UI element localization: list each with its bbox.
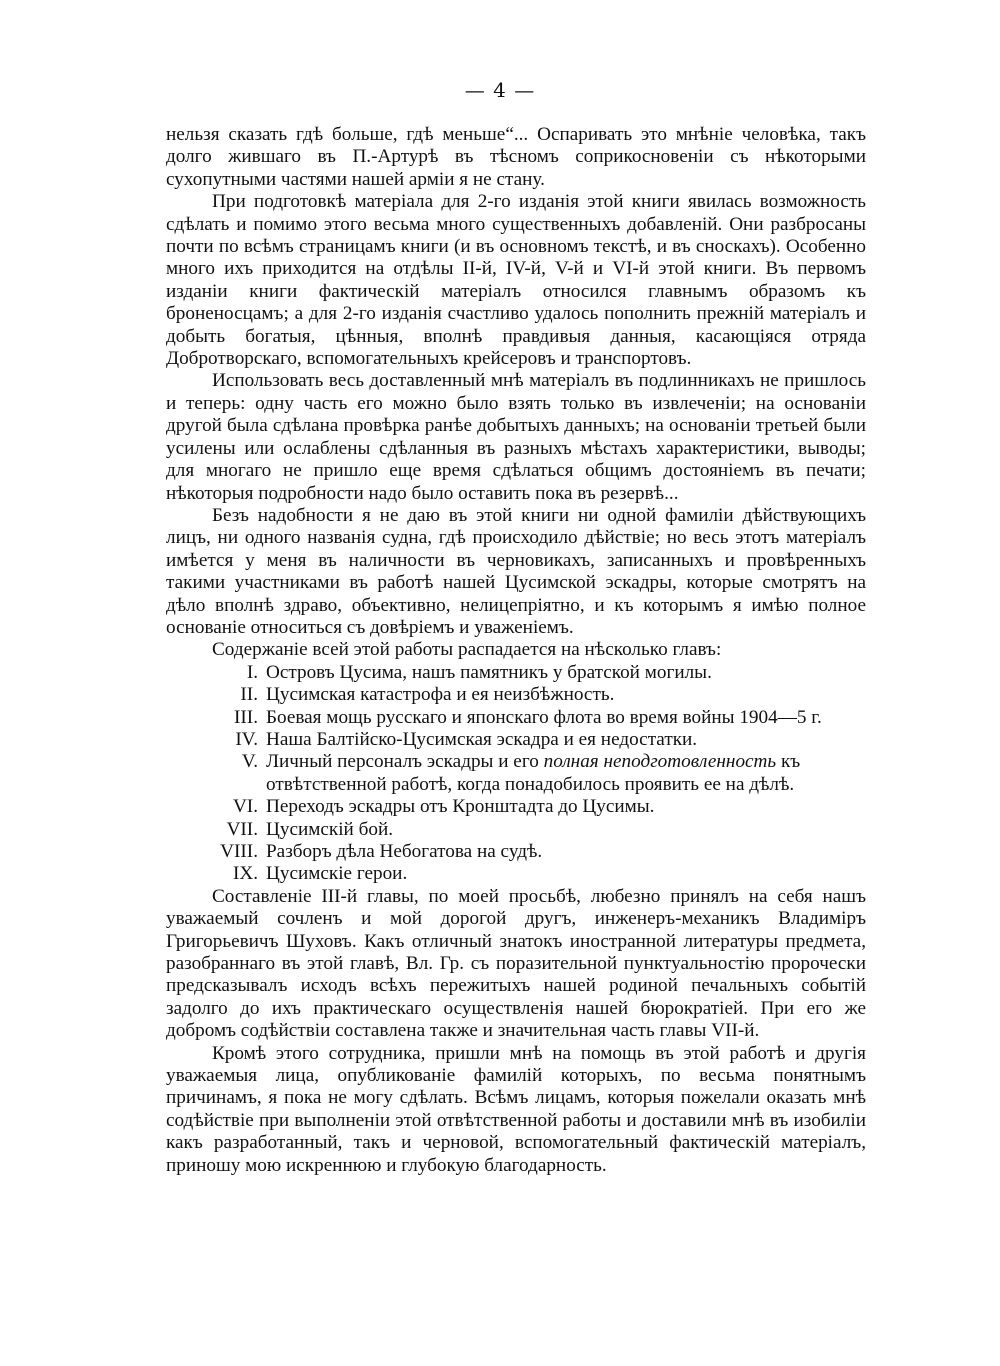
chapter-title-emphasis: полная неподготовленность [543, 751, 777, 773]
paragraph-2: При подготовкѣ матеріала для 2-го изданія этой книги явилась возможность сдѣлать и помимо этого весьма много существенныхъ добавленій. Они разбросаны почти по всѣмъ страницамъ книги (и въ основномъ текстѣ, и въ сноскахъ). Особенно много ихъ приходится на отдѣлы II-й, IV-й, V-й и VI-й этой книги. Въ первомъ изданіи книги фактическій матеріалъ относился главнымъ образомъ къ броненосцамъ; а для 2-го изданія счастливо удалось пополнить прежній матеріалъ и добыть богатыя, цѣнныя, вполнѣ правдивыя данныя, касающіяся отряда Добротворскаго, вспомогательныхъ крейсеровъ и транспортовъ. [166, 191, 866, 370]
list-item [166, 751, 866, 796]
chapter-number: IV. [235, 728, 258, 750]
chapter-title [266, 751, 866, 796]
paragraph-5: Содержаніе всей этой работы распадается на нѣсколько главъ: [212, 639, 722, 661]
list-item [166, 684, 866, 706]
chapter-number: IX. [232, 863, 258, 885]
list-item [166, 729, 866, 751]
paragraph-7: Кромѣ этого сотрудника, пришли мнѣ на помощь въ этой работѣ и другія уважаемыя лица, опубликованіе фамилій которыхъ, по весьма понятнымъ причинамъ, я пока не могу сдѣлать. Всѣмъ лицамъ, которыя пожелали оказать мнѣ содѣйствіе при выполненіи этой отвѣтственной работы и доставили мнѣ въ изобиліи какъ разработанный, такъ и черновой, вспомогательный фактическій матеріалъ, приношу мою искреннюю и глубокую благодарность. [166, 1042, 866, 1176]
chapter-number: VIII. [220, 841, 258, 862]
chapter-title: Цусимскіе герои. [266, 863, 408, 885]
chapter-title: Цусимская катастрофа и ея неизбѣжность. [266, 684, 615, 706]
chapter-number: V. [241, 751, 258, 773]
chapter-title-part: къ отвѣтственной работѣ, когда понадобилось проявить ее на дѣлѣ. [266, 751, 801, 795]
chapter-number: I. [246, 661, 258, 683]
paragraph-6: Составленіе III-й главы, по моей просьбѣ, любезно принялъ на себя нашъ уважаемый сочленъ и мой дорогой другъ, инженеръ-механикъ Владиміръ Григорьевичъ Шуховъ. Какъ отличный знатокъ иностранной литературы предмета, разобраннаго въ этой главѣ, Вл. Гр. съ поразительной пунктуальностію пророчески предсказывалъ исходъ всѣхъ пережитыхъ нашей родиной печальныхъ событій задолго до ихъ практическаго осуществленія нашей бюрократіей. При его же добромъ содѣйствіи составлена также и значительная часть главы VII-й. [166, 885, 866, 1042]
chapter-number: VI. [232, 796, 258, 818]
chapter-title: Островъ Цусима, нашъ памятникъ у братской могилы. [266, 661, 712, 683]
body-text [166, 124, 866, 1177]
list-item [166, 796, 866, 818]
list-item [166, 819, 866, 841]
chapter-number: VII. [226, 818, 258, 840]
chapter-title: Боевая мощь русскаго и японскаго флота во время войны 1904—5 г. [266, 706, 822, 728]
list-item [166, 841, 866, 863]
chapter-number: III. [234, 706, 258, 728]
list-item [166, 662, 866, 684]
list-item [166, 863, 866, 885]
chapter-title: Переходъ эскадры отъ Кронштадта до Цусимы. [266, 796, 655, 818]
chapter-title: Наша Балтійско-Цусимская эскадра и ея недостатки. [266, 728, 698, 750]
list-item [166, 707, 866, 729]
page-number: — 4 — [464, 78, 536, 102]
chapter-title: Цусимскій бой. [266, 818, 394, 840]
paragraph-4: Безъ надобности я не даю въ этой книги ни одной фамиліи дѣйствующихъ лицъ, ни одного названія судна, гдѣ происходило дѣйствіе; но весь этотъ матеріалъ имѣется у меня въ наличности въ черновикахъ, записанныхъ и провѣренныхъ такими участниками въ работѣ нашей Цусимской эскадры, которые смотрятъ на дѣло вполнѣ здраво, объективно, нелицепріятно, и къ которымъ я имѣю полное основаніе относиться съ довѣріемъ и уваженіемъ. [166, 504, 866, 638]
chapter-number: II. [240, 684, 258, 706]
chapter-title: Разборъ дѣла Небогатова на судѣ. [266, 841, 543, 862]
paragraph-1: нельзя сказать гдѣ больше, гдѣ меньше“... Оспаривать это мнѣніе человѣка, такъ долго жившаго въ П.-Артурѣ въ тѣсномъ соприкосновеніи съ нѣкоторыми сухопутными частями нашей арміи я не стану. [166, 124, 866, 190]
paragraph-3: Использовать весь доставленный мнѣ матеріалъ въ подлинникахъ не пришлось и теперь: одну часть его можно было взять только въ извлеченіи; на основаніи другой была сдѣлана провѣрка ранѣе добытыхъ данныхъ; на основаніи третьей были усилены или ослаблены сдѣланныя въ разныхъ мѣстахъ характеристики, выводы; для многаго не пришло еще время сдѣлаться общимъ достояніемъ въ печати; нѣкоторыя подробности надо было оставить пока въ резервѣ... [166, 370, 866, 504]
chapter-title-part: Личный персоналъ эскадры и его [266, 751, 544, 773]
chapter-list [166, 662, 866, 886]
